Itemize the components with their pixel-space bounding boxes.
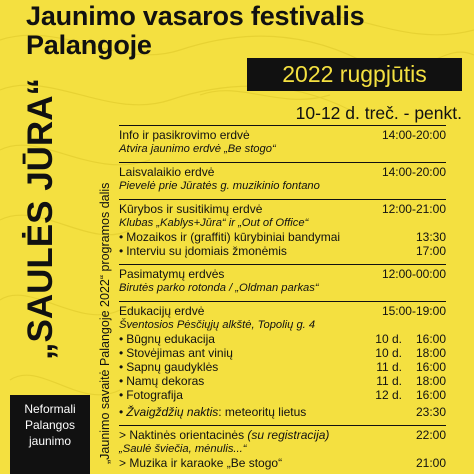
section-location: Klubas „Kablys+Jūra“ ir „Out of Office“ <box>119 217 309 229</box>
list-item <box>119 230 446 244</box>
star-night-label <box>119 405 402 419</box>
list-item <box>119 374 446 388</box>
list-item <box>119 244 446 258</box>
schedule-section <box>119 425 446 470</box>
list-item <box>119 360 446 374</box>
organizer-tag-line: jaunimo <box>28 434 72 448</box>
item-day: 10 d. <box>375 346 402 360</box>
festival-title <box>26 2 466 60</box>
schedule-section <box>119 162 446 193</box>
item-day: 10 d. <box>375 332 402 346</box>
night-orienteering-note: (su registracija) <box>244 428 330 442</box>
organizer-tag-line: Neformali <box>24 402 76 416</box>
schedule-section <box>119 199 446 258</box>
title-line-2: Palangoje <box>26 30 152 60</box>
item-label: • Stovėjimas ant vinių <box>119 346 360 360</box>
item-label: • Būgnų edukacija <box>119 332 360 346</box>
section-title: Kūrybos ir susitikimų erdvė <box>119 202 263 216</box>
list-item <box>119 332 446 346</box>
item-time: 16:00 <box>415 388 446 402</box>
night-orienteering-time: 22:00 <box>415 428 446 442</box>
music-karaoke-label: > Muzika ir karaoke „Be stogo“ <box>119 456 282 470</box>
item-time: 18:00 <box>415 374 446 388</box>
section-location: Šventosios Pėsčiųjų alkštė, Topolių g. 4 <box>119 319 316 331</box>
section-location: Pievelė prie Jūratės g. muzikinio fontano <box>119 180 320 192</box>
title-line-1: Jaunimo vasaros festivalis <box>26 1 365 31</box>
section-time: 12:00-00:00 <box>381 267 446 281</box>
schedule-section <box>119 125 446 156</box>
item-day: 11 d. <box>376 360 402 374</box>
night-orienteering-title: Naktinės orientacinės <box>129 428 245 442</box>
schedule <box>119 125 446 470</box>
list-item <box>119 346 446 360</box>
item-label: • Namų dekoras <box>119 374 360 388</box>
item-label: • Sapnų gaudyklės <box>119 360 360 374</box>
star-night-desc: : meteoritų lietus <box>218 405 307 419</box>
item-time: 16:00 <box>415 360 446 374</box>
schedule-section <box>119 301 446 419</box>
night-orienteering-label <box>119 428 329 442</box>
night-orienteering-sub: „Saulė šviečia, mėnulis...“ <box>119 443 247 455</box>
item-label: • Fotografija <box>119 388 360 402</box>
section-location: Atvira jaunimo erdvė „Be stogo“ <box>119 143 276 155</box>
music-karaoke-time: 21:00 <box>415 456 446 470</box>
section-title: Pasimatymų erdvės <box>119 267 225 281</box>
list-item <box>119 388 446 402</box>
section-title: Info ir pasikrovimo erdvė <box>119 128 250 142</box>
schedule-section <box>119 264 446 295</box>
item-time: 13:30 <box>415 230 446 244</box>
section-time: 12:00-21:00 <box>381 202 446 216</box>
organizer-tag <box>10 395 90 474</box>
item-time: 17:00 <box>415 244 446 258</box>
section-time: 14:00-20:00 <box>381 165 446 179</box>
section-title: Laisvalaikio erdvė <box>119 165 215 179</box>
section-title: Edukacijų erdvė <box>119 304 205 318</box>
item-label: • Mozaikos ir (graffiti) kūrybiniai bandymai <box>119 230 402 244</box>
item-time: 18:00 <box>415 346 446 360</box>
section-location: Birutės parko rotonda / „Oldman parkas“ <box>119 282 319 294</box>
festival-days: 10-12 d. treč. - penkt. <box>295 103 462 123</box>
item-label: • Interviu su įdomiais žmonėmis <box>119 244 402 258</box>
item-day: 12 d. <box>375 388 402 402</box>
item-time: 16:00 <box>415 332 446 346</box>
vertical-main-title: „SAULĖS JŪRA“ <box>21 78 60 360</box>
section-time: 14:00-20:00 <box>381 128 446 142</box>
organizer-tag-line: Palangos <box>24 418 76 432</box>
date-banner: 2022 rugpjūtis <box>247 58 462 91</box>
item-day: 11 d. <box>376 374 402 388</box>
section-time: 15:00-19:00 <box>381 304 446 318</box>
star-night-title: Žvaigždžių naktis <box>126 405 219 419</box>
star-night-time: 23:30 <box>415 405 446 419</box>
star-night-item <box>119 405 446 419</box>
vertical-subtitle: „Jaunimo savaitė Palangoje 2022“ programos dalis <box>98 182 112 464</box>
